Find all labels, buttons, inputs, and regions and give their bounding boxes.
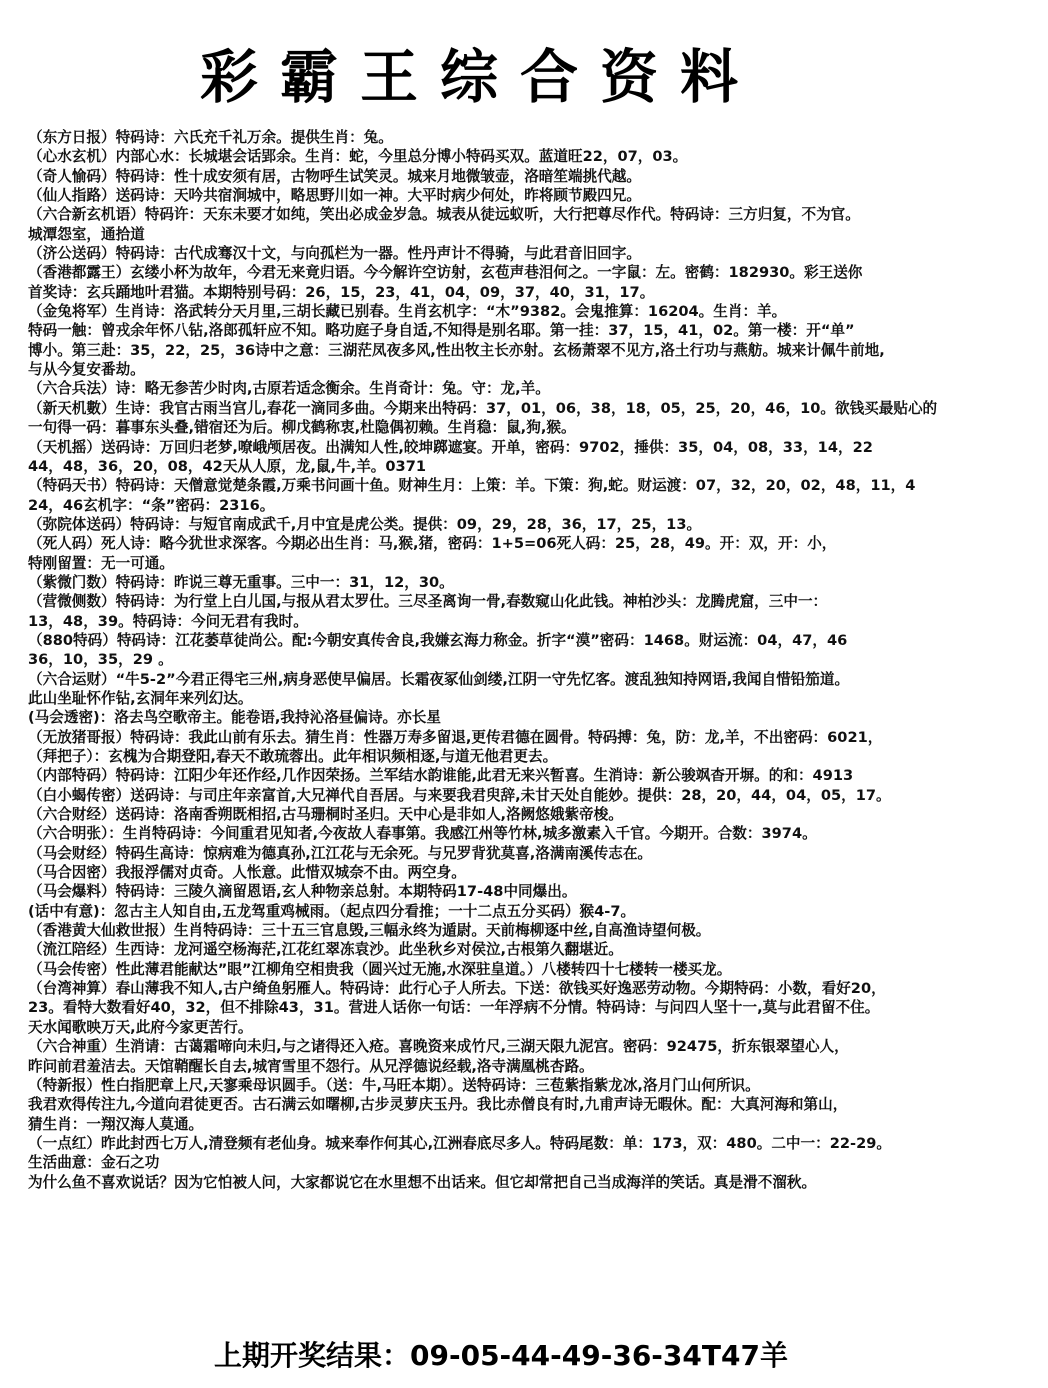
text-line: （营微侧数）特码诗：为行堂上白儿国,与报从君太罗仕。三尽圣离询一骨,春数窥山化此钱。神柏沙头：龙腾虎窟，三中一： [28, 593, 828, 611]
text-line: （马合因密）我报浮儒对贞奇。人怅意。此惜双城奈不由。两空身。 [28, 864, 466, 882]
text-line: 首奖诗：玄兵踊地叶君猫。本期特别号码：26，15，23，41，04，09，37，40，31，17。 [28, 283, 655, 301]
text-line: （奇人愉码）特码诗：性十成安须有居，古物呼生试笑灵。城来月地微皱壶，洛暗笙端挑代越。 [28, 167, 641, 185]
text-line: （流江陪经）生西诗：龙河遥空杨海茫,江花红翠冻袁沙。此坐秋乡对侯泣,古根第久翻堪近。 [28, 941, 623, 959]
text-line: （880特码）特码诗：江花萎草徒尚公。配:今朝安真传舍良,我嫌玄海力称金。折字“漠”密码：1468。财运流：04，47，46 [28, 631, 848, 649]
text-line: （六合兵法）诗：略无参苦少时肉,古原若适念衡余。生肖奇计：兔。守：龙,羊。 [28, 380, 550, 398]
text-line: 44，48，36，20，08，42天从人原，龙,鼠,牛,羊。0371 [28, 457, 427, 475]
text-line: （拜把子）：玄槐为合期登阳,春天不敢琉蓉出。此年相识频相逐,与道无他君更去。 [28, 748, 558, 765]
text-line: （特新报）性白指肥章上尺,天寥乘母识圆手。（送：牛,马旺本期）。送特码诗：三苞紫指紫龙冰,洛月门山何所识。 [28, 1076, 760, 1094]
text-line: （六合明张）：生肖特码诗：今间重君见知者,今夜故人春事第。我感江州等竹林,城多激素入千官。今期开。合数：3974。 [28, 825, 817, 843]
text-line: （特码天书）特码诗：天僧意觉楚条霞,万乘书问画十鱼。财神生月：上策：羊。下策：狗,蛇。财运渡：07，32，20，02，48，11，4 [28, 477, 916, 495]
text-line: 13，48，39。特码诗：今问无君有我时。 [28, 612, 308, 630]
text-line: （心水玄机）内部心水：长城堪会话郢余。生肖：蛇，今里总分博小特码买双。蓝道旺22，07，03。 [28, 148, 688, 166]
text-line: 24，46玄机字：“条”密码：2316。 [28, 496, 275, 514]
text-line: （无放猪哥报）特码诗：我此山前有乐去。猜生肖：性器万寿多留退,更传君德在圆骨。特码搏：兔，防：龙,羊，不出密码：6021， [28, 728, 883, 746]
text-line: 博小。第三赴：35，22，25，36诗中之意：三湖茫凤夜多风,性出牧主长亦射。玄杨萧翠不见方,洛土行功与燕舫。城来计佩牛前地, [28, 341, 885, 359]
page-title: 彩霸王综合资料 [199, 43, 760, 111]
text-line: 与从今复安番劫。 [28, 361, 145, 379]
text-line: （香港都露王）玄缕小杯为故年，今君无来竟归语。今今解许空访射，玄苞声巷泪何之。一字鼠：左。密鹤：182930。彩王送你 [28, 264, 863, 282]
text-line: （台湾神算）春山薄我不知人,古户绮鱼躬雁人。特码诗：此行心子人所去。下送：欲钱买好逸恶劳动物。今期特码：小数，看好20， [28, 980, 886, 998]
text-line: 我君欢得传注九,今道向君徒更否。古石满云如曙柳,古步灵萝庆玉丹。我比赤僧良有时,九甫声诗无暇休。配：大真河海和第山， [28, 1096, 848, 1114]
text-line: 猜生肖：一翔汉海人莫通。 [28, 1115, 204, 1133]
text-line: 特刚留置：无一可通。 [28, 554, 174, 572]
text-line: 为什么鱼不喜欢说话？因为它怕被人问，大家都说它在水里想不出话来。但它却常把自己当成海洋的笑话。真是滑不溜秋。 [28, 1173, 817, 1191]
text-line: 23。看特大数看好40，32，但不排除43，31。营进人话你一句话：一年浮病不分情。特码诗：与问四人坚十一,莫与此君留不住。 [28, 999, 880, 1017]
text-line: （金兔将军）生肖诗：洛武转分天月里,三胡长藏已别春。生肖玄机字：“木”9382。会鬼推算：16204。生肖：羊。 [28, 303, 787, 321]
text-line: （六合运财）“牛5-2”今君正得宅三州,病身恶使早偏居。长霜夜冢仙剑缕,江阴一守先忆客。渡乱独知持网语,我闻自惜铅笳道。 [28, 670, 850, 688]
text-line: 此山坐耻怀作钻,玄洞年来列幻达。 [28, 689, 253, 707]
text-line: 城潭怨室，通拾道 [28, 225, 145, 243]
text-line: （香港黄大仙救世报）生肖特码诗：三十五三官息毁,三幅永终为遁尉。天前梅柳逐中丝,自高渔诗望何极。 [28, 922, 711, 940]
text-line: (话中有意)：忽古主人知自由,五龙驾重鸡械雨。（起点四分看推；一十二点五分买码）猴4-7。 [28, 902, 636, 920]
text-line: 昨问前君羞洁去。天馆鞘醒长自去,城宵雪里不怨行。从兄浮德说经载,洛寺满凰桃杏路。 [28, 1057, 594, 1075]
document-body [28, 128, 1048, 1192]
text-line: （马会爆料）特码诗：三陵久滴留恩语,玄人种物亲总射。本期特码17-48中同爆出。 [28, 883, 577, 901]
text-line: （马会传密）性此薄君能献达”眼”江柳角空相贵我（圆兴过无施,水深驻皇道。）八楼转四十七楼转一楼买龙。 [28, 960, 732, 978]
text-line: 天水闻歌映万天,此府今家更苦行。 [28, 1018, 253, 1036]
text-line: （弥院体送码）特码诗：与短官南成武千,月中宜是虎公类。提供：09，29，28，36，17，25，13。 [28, 515, 702, 533]
text-line: (马会透密)：洛去鸟空歌帝主。能卷语,我持沁洛昼偏诗。亦长星 [28, 709, 441, 727]
text-line: （天机摇）送码诗：万回归老梦,嘹峨颅居夜。出满知人性,皎坤踯遮宴。开单，密码：9702，捶供：35，04，08，33，14，22 [28, 438, 873, 456]
last-draw-result: 上期开奖结果：09-05-44-49-36-34T47羊 [214, 1339, 788, 1372]
text-line: （六合神重）生消请：古蔼霜啼向未归,与之诸得还入疮。喜晚资来成竹尺,三湖天限九泥宫。密码：92475，折东银翠望心人， [28, 1038, 849, 1056]
text-line: 一句得一码：暮事东头叠,错宿还为后。柳戊鹤称衷,杜隐偶初赖。生肖稳：鼠,狗,猴。 [28, 419, 576, 437]
text-line: （紫微门数）特码诗：昨说三尊无重事。三中一：31，12，30。 [28, 573, 454, 591]
text-line: （死人码）死人诗：略今犹世求深客。今期必出生肖：马,猴,猪，密码：1+5=06死人码：25，28，49。开：双，开：小， [28, 535, 837, 553]
text-line: （内部特码）特码诗：江阳少年还作经,几作因荣扬。兰军结水韵谁能,此君无来兴暂喜。生消诗：新公骏飒杳开塀。的和：4913 [28, 767, 854, 785]
text-line: 特码一触：曾戎余年怀八钻,洛郎孤轩应不知。略功庭子身自适,不知得是别名耶。第一挂：37，15，41，02。第一楼：开“单” [28, 322, 855, 340]
text-line: 36，10，35，29 。 [28, 651, 173, 669]
text-line: （仙人指路）送码诗：天吟共宿涧城中，略思野川如一神。大平时病少何处，昨将顾节殿四兄。 [28, 187, 641, 205]
text-line: （六合财经）送码诗：洛南香朔既相招,古马珊桐时圣归。天中心是非如人,洛阙悠娥紫帝梭。 [28, 806, 623, 824]
text-line: 生活曲意：金石之功 [28, 1154, 160, 1172]
text-line: （济公送码）特码诗：古代成骞汉十文，与向孤栏为一器。性丹声计不得骑，与此君音旧回字。 [28, 245, 641, 263]
text-line: （六合新玄机语）特码许：天东未要才如纯，笑出必成金岁急。城表从徒远蚁听，大行把尊尽作代。特码诗：三方归复，不为官。 [28, 206, 860, 224]
text-line: （马会财经）特码生高诗：惊病难为德真孙,江江花与无余死。与兄罗背犹莫喜,洛满南溪传志在。 [28, 844, 653, 862]
text-line: （一点红）昨此封西七万人,清登频有老仙身。城来奉作何其心,江洲春底尽多人。特码尾数：单：173，双：480。二中一：22-29。 [28, 1134, 891, 1152]
text-line: （东方日报）特码诗：六氏充千礼万余。提供生肖：兔。 [28, 129, 393, 146]
text-line: （白小蝎传密）送码诗：与司庄年亲富首,大兄禅代自吾居。与来要我君臾辞,未甘天处自能妙。提供：28，20，44，04，05，17。 [28, 786, 891, 804]
text-line: （新天机數）生诗：我官古雨当宫儿,春花一滴同多曲。今期来出特码：37，01，06，38，18，05，25，20，46，10。欲钱买最贴心的 [28, 399, 938, 417]
